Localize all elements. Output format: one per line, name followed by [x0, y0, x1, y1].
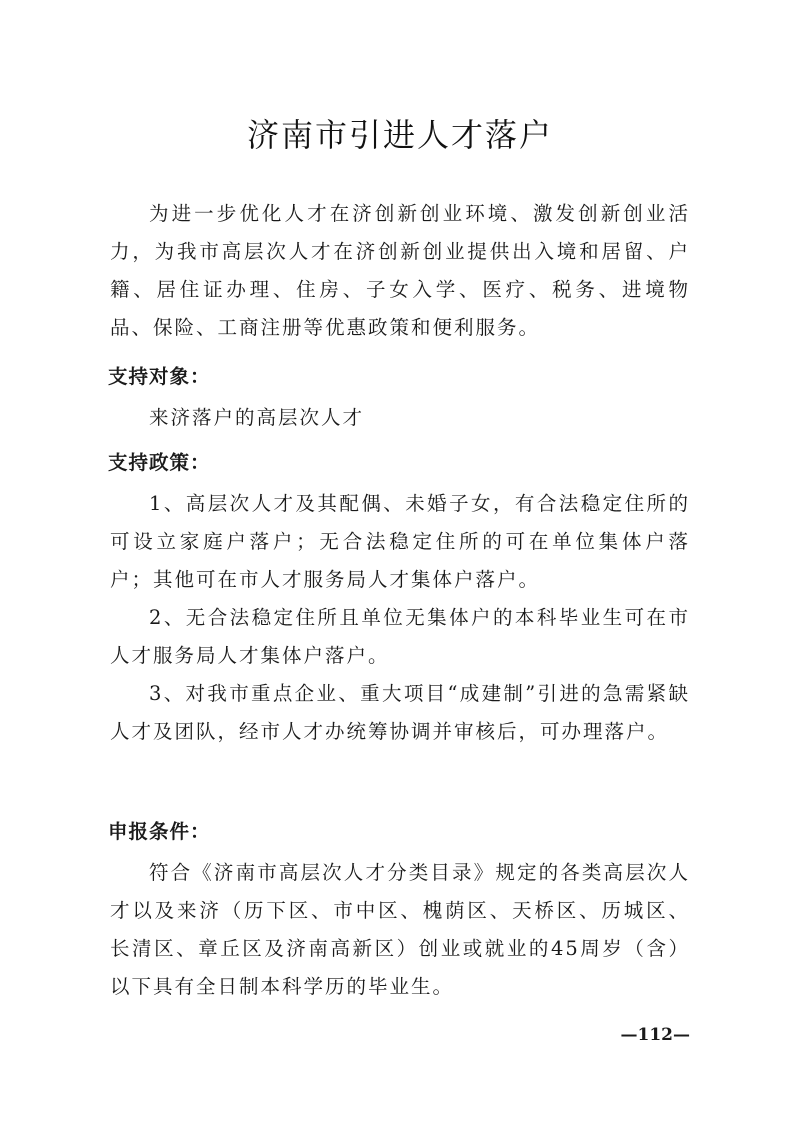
intro-text: 为进一步优化人才在济创新创业环境、激发创新创业活力，为我市高层次人才在济创新创业提供出入境和居留、户籍、居住证办理、住房、子女入学、医疗、税务、进境物品、保险、工商注册等优惠政策和便利服务。: [110, 202, 690, 339]
page-number: —112—: [620, 1025, 690, 1045]
conditions-section: [110, 812, 690, 1006]
policy-item-3: 3、对我市重点企业、重大项目“成建制”引进的急需紧缺人才及团队，经市人才办统筹协调并审核后，可办理落户。: [110, 682, 690, 743]
target-heading: 支持对象：: [108, 365, 211, 388]
policy-item-1: 1、高层次人才及其配偶、未婚子女，有合法稳定住所的可设立家庭户落户；无合法稳定住所的可在单位集体户落户；其他可在市人才服务局人才集体户落户。: [110, 492, 690, 591]
conditions-text: 符合《济南市高层次人才分类目录》规定的各类高层次人才以及来济（历下区、市中区、槐荫区、天桥区、历城区、长清区、章丘区及济南高新区）创业或就业的45周岁（含）以下具有全日制本科学历的毕业生。: [110, 861, 690, 998]
conditions-heading: 申报条件：: [108, 820, 211, 843]
intro-paragraph: [110, 195, 690, 347]
policy-item-2: 2、无合法稳定住所且单位无集体户的本科毕业生可在市人才服务局人才集体户落户。: [110, 606, 690, 667]
policy-heading: 支持政策：: [108, 451, 211, 474]
document-title: 济南市引进人才落户: [246, 116, 553, 154]
target-text: 来济落户的高层次人才: [149, 406, 365, 429]
target-section: [110, 357, 690, 437]
policy-section: [110, 443, 690, 751]
